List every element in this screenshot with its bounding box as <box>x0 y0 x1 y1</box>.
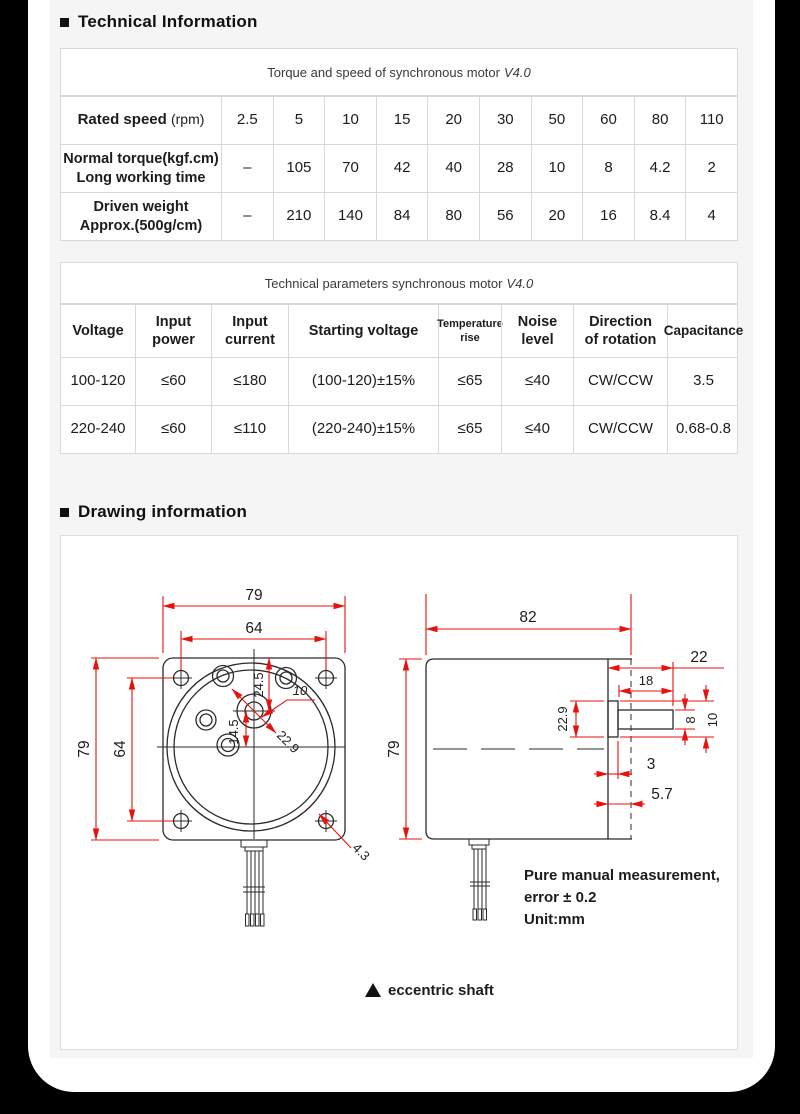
col-header-input-current: Input current <box>211 305 288 357</box>
table-cell: 10 <box>324 97 376 144</box>
section-header-drawing <box>60 502 247 522</box>
table-cell: CW/CCW <box>573 358 667 405</box>
table-cell: 84 <box>376 193 428 240</box>
table-cell: 20 <box>427 97 479 144</box>
table-cell: ≤60 <box>135 358 211 405</box>
measurement-notes <box>524 867 720 928</box>
table-cell: ≤180 <box>211 358 288 405</box>
dim-64-left: 64 <box>112 740 129 758</box>
col-header-noise-level: Noise level <box>501 305 573 357</box>
table-title <box>61 263 737 304</box>
table-cell: 4 <box>685 193 737 240</box>
table-cell: 100-120 <box>70 372 126 390</box>
table-cell: 15 <box>376 97 428 144</box>
table-cell: 80 <box>634 97 686 144</box>
table-cell: – <box>221 193 273 240</box>
col-header-direction: Direction of rotation <box>573 305 667 357</box>
table-title-version: V4.0 <box>503 64 531 80</box>
section-header-technical <box>60 12 258 32</box>
table-cell: 2.5 <box>221 97 273 144</box>
dim-22-9-front: 22.9 <box>273 727 303 757</box>
dim-22-9-side: 22.9 <box>555 706 570 732</box>
table-cell: 110 <box>685 97 737 144</box>
dim-18: 18 <box>638 673 654 688</box>
torque-speed-table <box>60 48 738 241</box>
note-line-1: Pure manual measurement, <box>524 867 720 884</box>
note-line-3: Unit:mm <box>524 911 585 928</box>
dim-5-7: 5.7 <box>651 786 673 803</box>
eccentric-shaft-label: eccentric shaft <box>388 982 494 999</box>
drawing-panel <box>60 535 738 1050</box>
row-label: Normal torque(kgf.cm) Long working time <box>63 151 219 186</box>
table-cell: 3.5 <box>667 358 739 405</box>
table-cell: – <box>221 145 273 192</box>
shaft-hub <box>608 701 618 737</box>
table-cell: 210 <box>273 193 325 240</box>
table-title-text: Technical parameters synchronous motor <box>264 275 503 291</box>
col-header-starting-voltage: Starting voltage <box>288 305 438 357</box>
table-cell: ≤65 <box>438 358 501 405</box>
table-cell: 4.2 <box>634 145 686 192</box>
dim-3: 3 <box>646 756 656 773</box>
table-row-driven-weight <box>61 192 737 240</box>
table-header-row <box>61 304 744 357</box>
table-cell: 42 <box>376 145 428 192</box>
dim-14-5: 14.5 <box>226 719 241 745</box>
eccentric-shaft-legend <box>365 982 494 999</box>
col-header-temperature-rise: Temperature rise <box>438 305 501 357</box>
dim-22: 22 <box>690 649 708 666</box>
table-title <box>61 49 737 96</box>
dim-82: 82 <box>519 609 537 626</box>
wire-bundle-side <box>469 839 490 920</box>
table-cell: ≤65 <box>438 406 501 453</box>
col-header-input-power: Input power <box>135 305 211 357</box>
dim-79-side: 79 <box>386 740 403 758</box>
front-dimensions <box>76 587 373 864</box>
table-cell: CW/CCW <box>573 406 667 453</box>
square-bullet-icon <box>60 508 69 517</box>
product-card <box>28 0 775 1092</box>
table-cell: 50 <box>531 97 583 144</box>
motor-dimension-drawing <box>61 536 737 1049</box>
table-cell: (220-240)±15% <box>288 406 438 453</box>
square-bullet-icon <box>60 18 69 27</box>
table-cell: ≤40 <box>501 358 573 405</box>
dim-24-5: 24.5 <box>251 672 266 698</box>
table-cell: 140 <box>324 193 376 240</box>
table-cell: 28 <box>479 145 531 192</box>
table-cell: 2 <box>685 145 737 192</box>
note-line-2: error ± 0.2 <box>524 889 597 906</box>
dim-64-top: 64 <box>245 620 263 637</box>
front-view <box>76 587 373 926</box>
table-cell: 16 <box>582 193 634 240</box>
dim-10-side: 10 <box>705 712 720 728</box>
table-cell: 105 <box>273 145 325 192</box>
dim-8: 8 <box>683 716 698 724</box>
table-cell: 8 <box>582 145 634 192</box>
table-cell: 70 <box>324 145 376 192</box>
row-label: Driven weight Approx.(500g/cm) <box>79 199 203 234</box>
section-title: Technical Information <box>78 12 258 31</box>
content-area <box>50 0 753 1058</box>
table-row-100-120 <box>61 357 737 405</box>
table-cell: 40 <box>427 145 479 192</box>
eccentric-shaft-side <box>618 710 673 729</box>
wire-bundle-front <box>241 840 267 926</box>
table-title-text: Torque and speed of synchronous motor <box>267 64 500 80</box>
section-title: Drawing information <box>78 502 248 521</box>
triangle-icon <box>365 983 381 997</box>
col-header-capacitance: Capacitance <box>667 305 739 357</box>
table-row-rated-speed <box>61 96 737 144</box>
table-cell: 30 <box>479 97 531 144</box>
table-cell: 5 <box>273 97 325 144</box>
table-cell: (100-120)±15% <box>288 358 438 405</box>
table-cell: 56 <box>479 193 531 240</box>
dim-4-3: 4.3 <box>349 840 373 864</box>
table-cell: 80 <box>427 193 479 240</box>
table-cell: 20 <box>531 193 583 240</box>
table-cell: ≤110 <box>211 406 288 453</box>
table-cell: 60 <box>582 97 634 144</box>
dim-10-front: 10 <box>292 683 308 698</box>
col-header-voltage: Voltage <box>72 322 124 339</box>
table-title-version: V4.0 <box>506 275 534 291</box>
table-cell: 0.68-0.8 <box>667 406 739 453</box>
technical-parameters-table <box>60 262 744 454</box>
table-cell: ≤40 <box>501 406 573 453</box>
dim-79-top: 79 <box>245 587 263 604</box>
table-cell: 8.4 <box>634 193 686 240</box>
table-cell: 10 <box>531 145 583 192</box>
table-cell: 220-240 <box>70 420 126 438</box>
table-row-normal-torque <box>61 144 737 192</box>
dim-79-left: 79 <box>76 740 93 758</box>
table-row-220-240 <box>61 405 737 453</box>
table-cell: ≤60 <box>135 406 211 453</box>
row-label: Rated speed (rpm) <box>77 111 205 129</box>
